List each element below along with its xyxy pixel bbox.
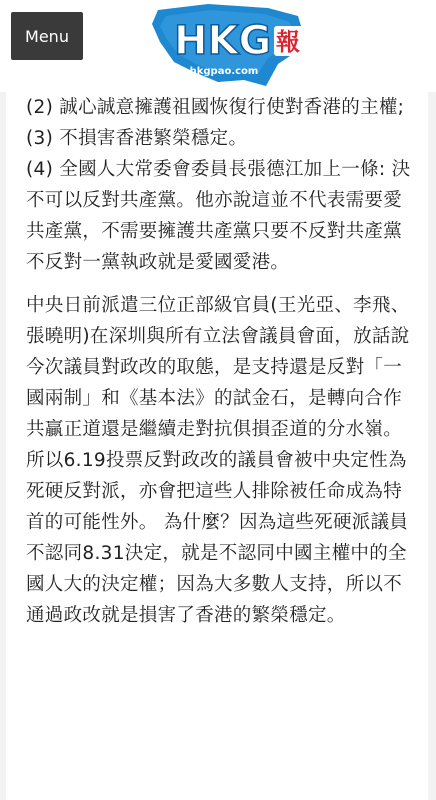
article-paragraph: 中央日前派遣三位正部級官員(王光亞、李飛、張曉明)在深圳與所有立法會議員會面，放話說今次議員對政改的取態，是支持還是反對「一國兩制」和《基本法》的試金石，是轉向合作共贏正道還是繼續走對抗俱損歪道的分水嶺。所以6.19投票反對政改的議員會被中央定性為死硬反對派，亦會把這些人排除被任命成為特首的可能性外。 為什麼？因為這些死硬派議員不認同8.31決定，就是不認同中國主權中的全國人大的決定權；因為大多數人支持，所以不通過政改就是損害了香港的繁榮穩定。 <box>26 295 410 626</box>
article-body <box>0 92 436 800</box>
paragraph-spacer <box>26 278 416 290</box>
article-paragraph: (3) 不損害香港繁榮穩定。 <box>26 128 248 149</box>
article-paragraph: (4) 全國人大常委會委員長張德江加上一條: 決不可以反對共產黨。他亦說這並不代表需要愛共產黨，不需要擁護共產黨只要不反對共產黨不反對一黨執政就是愛國愛港。 <box>26 159 411 273</box>
svg-text:報: 報 <box>276 28 300 56</box>
site-header <box>0 0 436 92</box>
left-gutter <box>0 92 6 800</box>
article-paragraph: (2) 誠心誠意擁護祖國恢復行使對香港的主權; <box>26 97 405 118</box>
svg-text:HKG: HKG <box>174 18 272 64</box>
right-gutter <box>428 92 436 800</box>
menu-button[interactable]: Menu <box>11 12 83 60</box>
logo-url-text: hkgpao.com <box>189 66 259 77</box>
